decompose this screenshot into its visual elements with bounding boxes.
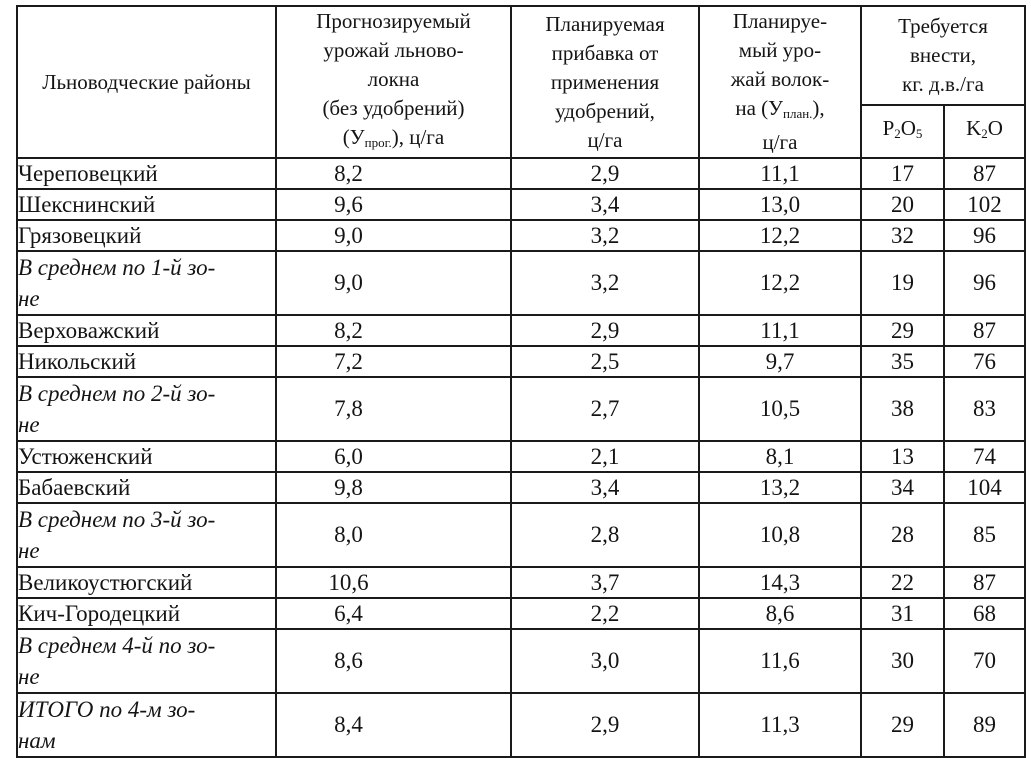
planned-cell: 13,0: [699, 189, 861, 220]
forecast-cell: [276, 693, 511, 757]
k2o-sub2: 2: [981, 126, 988, 142]
region-line: не: [18, 412, 40, 437]
header-k2o: [944, 105, 1025, 158]
p2o5-cell: 30: [861, 629, 944, 693]
region-line: В среднем по 3-й зо-: [18, 507, 216, 532]
forecast-cell: [276, 189, 511, 220]
forecast-value: 9,8: [334, 474, 363, 500]
region-cell: [17, 693, 276, 757]
p2o5-cell: 29: [861, 693, 944, 757]
header-forecast-line: Прогнозируемый: [316, 9, 471, 33]
region-line: не: [18, 538, 40, 563]
forecast-value: 6,0: [334, 443, 363, 469]
planned-cell: 11,6: [699, 629, 861, 693]
forecast-cell: [276, 377, 511, 441]
table-row-total: [17, 693, 1025, 757]
header-increase-line: ц/га: [587, 127, 623, 152]
k2o-cell: 70: [944, 629, 1025, 693]
increase-cell: 2,8: [511, 503, 699, 567]
planned-cell: 12,2: [699, 220, 861, 251]
header-increase-line: применения: [550, 69, 660, 94]
region-cell: Шекснинский: [17, 189, 276, 220]
p2o5-cell: 17: [861, 158, 944, 189]
increase-cell: 2,1: [511, 441, 699, 472]
header-forecast-line: [277, 123, 510, 157]
header-required-line: внести,: [910, 42, 976, 67]
increase-cell: 2,5: [511, 346, 699, 377]
header-required: [861, 6, 1025, 105]
p2o5-cell: 31: [861, 598, 944, 629]
region-cell: [17, 629, 276, 693]
planned-cell: 11,1: [699, 158, 861, 189]
region-cell: Кич-Городецкий: [17, 598, 276, 629]
header-increase-line: Планируемая: [545, 11, 665, 36]
region-line: ИТОГО по 4-м зо-: [18, 697, 196, 722]
region-cell: [17, 503, 276, 567]
header-region-text: Льноводческие районы: [42, 69, 251, 94]
table-row-subtotal: [17, 377, 1025, 441]
region-line: В среднем по 1-й зо-: [18, 255, 216, 280]
table-row: [17, 441, 1025, 472]
k2o-o: O: [987, 116, 1003, 141]
region-cell: Никольский: [17, 346, 276, 377]
header-planned-subscript: план.: [783, 106, 813, 121]
k2o-cell: 85: [944, 503, 1025, 567]
planned-cell: 11,1: [699, 315, 861, 346]
header-forecast-unit: ), ц/га: [391, 125, 445, 149]
table-row-subtotal: [17, 251, 1025, 315]
p2o5-cell: 13: [861, 441, 944, 472]
p2o5-cell: 34: [861, 472, 944, 503]
increase-cell: 3,0: [511, 629, 699, 693]
header-increase-line: удобрений,: [555, 98, 655, 123]
header-required-line: кг. д.в./га: [902, 71, 984, 96]
header-region: [17, 6, 276, 158]
region-cell: Грязовецкий: [17, 220, 276, 251]
header-planned-line: жай волок-: [730, 67, 830, 91]
planned-cell: 14,3: [699, 567, 861, 598]
increase-cell: 3,4: [511, 472, 699, 503]
flax-yield-table: [16, 5, 1026, 758]
forecast-cell: [276, 158, 511, 189]
planned-cell: 11,3: [699, 693, 861, 757]
planned-cell: 10,5: [699, 377, 861, 441]
header-planned: [699, 6, 861, 158]
k2o-cell: 87: [944, 158, 1025, 189]
region-cell: [17, 377, 276, 441]
header-planned-symbol: на (У: [735, 96, 783, 120]
forecast-value: 7,8: [334, 396, 363, 421]
header-forecast-line: (без удобрений): [322, 96, 465, 120]
header-required-line: Требуется: [898, 13, 988, 38]
k2o-cell: 83: [944, 377, 1025, 441]
p2o5-cell: 38: [861, 377, 944, 441]
forecast-value: 8,0: [334, 522, 363, 547]
header-increase: [511, 6, 699, 158]
forecast-value: 8,2: [334, 317, 363, 343]
p2o5-o: O: [900, 116, 916, 141]
region-cell: Верховажский: [17, 315, 276, 346]
p2o5-cell: 28: [861, 503, 944, 567]
increase-cell: 3,2: [511, 220, 699, 251]
k2o-cell: 68: [944, 598, 1025, 629]
increase-cell: 3,2: [511, 251, 699, 315]
header-planned-line: ц/га: [762, 130, 798, 154]
p2o5-cell: 22: [861, 567, 944, 598]
forecast-value: 9,0: [334, 270, 363, 295]
increase-cell: 2,9: [511, 315, 699, 346]
forecast-value: 8,2: [334, 160, 363, 186]
forecast-cell: [276, 598, 511, 629]
k2o-cell: 102: [944, 189, 1025, 220]
k2o-cell: 87: [944, 315, 1025, 346]
planned-cell: 9,7: [699, 346, 861, 377]
forecast-value: 6,4: [334, 600, 363, 626]
header-planned-line: Планируе-: [732, 9, 828, 33]
header-forecast: [276, 6, 511, 158]
region-cell: [17, 251, 276, 315]
k2o-cell: 74: [944, 441, 1025, 472]
planned-cell: 12,2: [699, 251, 861, 315]
table-row: [17, 598, 1025, 629]
region-line: нам: [18, 728, 56, 753]
table-row: [17, 472, 1025, 503]
forecast-cell: [276, 315, 511, 346]
forecast-cell: [276, 346, 511, 377]
region-line: В среднем по 2-й зо-: [18, 381, 216, 406]
forecast-cell: [276, 503, 511, 567]
region-cell: Бабаевский: [17, 472, 276, 503]
table-row: [17, 346, 1025, 377]
forecast-cell: [276, 220, 511, 251]
header-forecast-subscript: прог.: [364, 135, 392, 150]
table-row-subtotal: [17, 629, 1025, 693]
increase-cell: 2,7: [511, 377, 699, 441]
k2o-cell: 76: [944, 346, 1025, 377]
forecast-cell: [276, 567, 511, 598]
k2o-cell: 87: [944, 567, 1025, 598]
region-cell: Устюженский: [17, 441, 276, 472]
region-cell: Череповецкий: [17, 158, 276, 189]
increase-cell: 3,7: [511, 567, 699, 598]
header-increase-line: прибавка от: [551, 40, 659, 65]
region-cell: Великоустюгский: [17, 567, 276, 598]
planned-cell: 8,1: [699, 441, 861, 472]
planned-cell: 8,6: [699, 598, 861, 629]
p2o5-cell: 29: [861, 315, 944, 346]
table-row: [17, 315, 1025, 346]
forecast-value: 7,2: [334, 348, 363, 374]
increase-cell: 2,2: [511, 598, 699, 629]
forecast-cell: [276, 472, 511, 503]
p2o5-cell: 32: [861, 220, 944, 251]
header-forecast-line: локна: [367, 67, 420, 91]
planned-cell: 13,2: [699, 472, 861, 503]
forecast-cell: [276, 251, 511, 315]
table-row: [17, 189, 1025, 220]
forecast-value: 10,6: [328, 569, 369, 595]
planned-cell: 10,8: [699, 503, 861, 567]
forecast-cell: [276, 441, 511, 472]
k2o-cell: 96: [944, 220, 1025, 251]
region-line: В среднем 4-й по зо-: [18, 633, 216, 658]
table-row-subtotal: [17, 503, 1025, 567]
header-planned-line: мый уро-: [738, 38, 822, 62]
header-planned-paren: ),: [812, 96, 825, 120]
region-line: не: [18, 286, 40, 311]
header-planned-line: [700, 94, 860, 128]
forecast-value: 8,4: [334, 712, 363, 737]
region-line: не: [18, 664, 40, 689]
p2o5-sub5: 5: [915, 126, 923, 142]
table-row: [17, 158, 1025, 189]
forecast-value: 8,6: [334, 648, 363, 673]
p2o5-cell: 19: [861, 251, 944, 315]
p2o5-p: P: [882, 116, 895, 141]
k2o-cell: 104: [944, 472, 1025, 503]
increase-cell: 2,9: [511, 693, 699, 757]
header-forecast-symbol: (У: [342, 125, 365, 149]
forecast-value: 9,0: [334, 222, 363, 248]
p2o5-sub2: 2: [894, 126, 901, 142]
forecast-value: 9,6: [334, 191, 363, 217]
table-row: [17, 567, 1025, 598]
header-p2o5: [861, 105, 944, 158]
k2o-cell: 89: [944, 693, 1025, 757]
table-row: [17, 220, 1025, 251]
k2o-cell: 96: [944, 251, 1025, 315]
p2o5-cell: 20: [861, 189, 944, 220]
k2o-k: K: [966, 116, 982, 141]
increase-cell: 2,9: [511, 158, 699, 189]
forecast-cell: [276, 629, 511, 693]
header-forecast-line: урожай льново-: [323, 38, 464, 62]
increase-cell: 3,4: [511, 189, 699, 220]
p2o5-cell: 35: [861, 346, 944, 377]
